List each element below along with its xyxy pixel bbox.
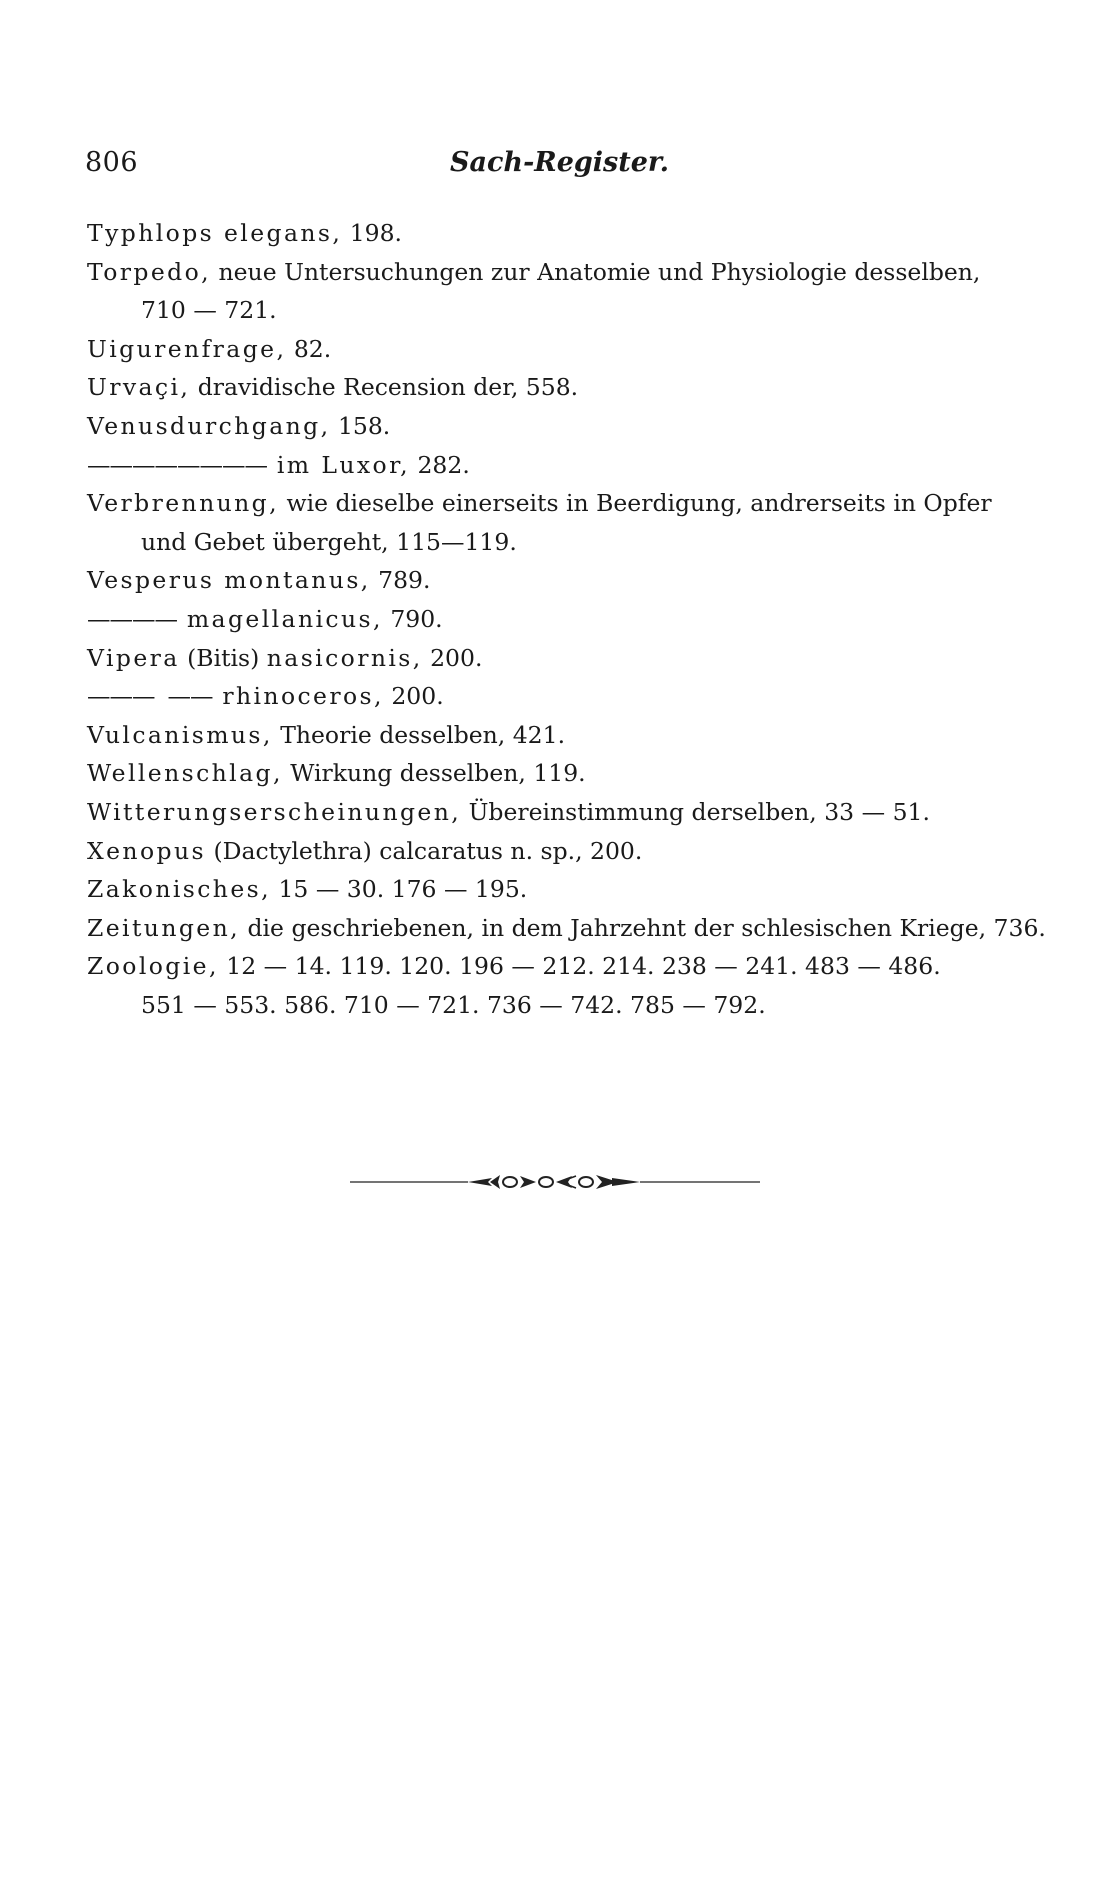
entry-text: (Bitis) — [179, 643, 267, 672]
index-entry — [87, 909, 1046, 948]
entry-text: 158. — [330, 411, 391, 440]
ditto-dash: ———————— — [87, 450, 267, 479]
entry-text: 790. — [382, 604, 443, 633]
entry-text: Übereinstimmung derselben, 33 — 51. — [461, 797, 930, 826]
index-entry — [87, 677, 1027, 716]
index-entries — [87, 214, 1046, 1024]
page-number: 806 — [85, 147, 139, 178]
ornament-divider-icon — [350, 1170, 760, 1194]
entry-text: 12 — 14. 119. 120. 196 — 212. 214. 238 — 241. 483 — 486. — [218, 952, 941, 981]
index-entry — [87, 368, 1027, 407]
entry-text: 15 — 30. 176 — 195. — [270, 875, 528, 904]
entry-text: neue Untersuchungen zur Anatomie und Physiologie desselben, — [211, 257, 981, 286]
index-entry — [87, 947, 1027, 1024]
entry-text: 282. — [410, 450, 470, 479]
entry-head: im Luxor, — [267, 450, 411, 479]
entry-continuation: 710 — 721. — [141, 296, 277, 325]
entry-text: (Dactylethra) calcaratus n. sp., 200. — [205, 836, 643, 865]
entry-head: Zakonisches, — [87, 875, 271, 904]
entry-head: Wellenschlag, — [87, 759, 283, 788]
index-entry — [87, 446, 1027, 485]
entry-head: Verbrennung, — [87, 489, 279, 518]
entry-head: rhinoceros, — [212, 682, 384, 711]
index-entry — [87, 639, 1027, 678]
entry-text: dravidische Recension der, 558. — [190, 373, 579, 402]
index-entry — [87, 407, 1027, 446]
entry-head: magellanicus, — [177, 604, 383, 633]
index-entry — [87, 330, 1027, 369]
entry-text: 200. — [383, 682, 444, 711]
entry-head: Uigurenfrage, — [87, 334, 287, 363]
entry-head: Typhlops elegans, — [87, 219, 343, 247]
ditto-dash: ——— —— — [87, 682, 213, 711]
entry-head: Urvaçi, — [87, 373, 191, 402]
entry-head-secondary: nasicornis, — [266, 643, 423, 672]
entry-text-secondary: 200. — [422, 643, 483, 672]
index-entry — [87, 561, 1027, 600]
running-title: Sach-Register. — [450, 147, 670, 178]
entry-head: Zeitungen, — [87, 913, 241, 942]
index-entry — [87, 214, 1027, 253]
index-entry — [87, 832, 1027, 871]
entry-head: Xenopus — [87, 836, 206, 865]
entry-continuation: und Gebet übergeht, 115—119. — [141, 527, 517, 556]
entry-continuation: 551 — 553. 586. 710 — 721. 736 — 742. 785 — 792. — [141, 990, 766, 1019]
entry-text: Wirkung desselben, 119. — [282, 759, 586, 788]
entry-text: Theorie desselben, 421. — [272, 720, 566, 749]
entry-text: 789. — [370, 566, 431, 595]
index-entry — [87, 870, 1027, 909]
entry-head: Venusdurchgang, — [87, 411, 331, 440]
index-entry — [87, 716, 1027, 755]
ditto-dash: ———— — [87, 604, 177, 633]
entry-head: Vipera — [87, 643, 180, 672]
entry-text: 82. — [286, 334, 332, 363]
index-entry — [87, 484, 1027, 561]
entry-text: 198. — [342, 219, 403, 247]
entry-head: Vesperus montanus, — [87, 566, 371, 595]
entry-head: Vulcanismus, — [87, 720, 273, 749]
index-entry — [87, 793, 1027, 832]
index-entry — [87, 754, 1027, 793]
entry-text: wie dieselbe einerseits in Beerdigung, andrerseits in Opfer — [279, 489, 992, 518]
index-entry — [87, 600, 1027, 639]
index-entry — [87, 253, 1027, 330]
entry-head: Witterungserscheinungen, — [87, 797, 462, 826]
entry-head: Zoologie, — [87, 952, 219, 981]
entry-head: Torpedo, — [87, 257, 212, 286]
entry-text: die geschriebenen, in dem Jahrzehnt der schlesischen Kriege, 736. — [240, 913, 1046, 942]
